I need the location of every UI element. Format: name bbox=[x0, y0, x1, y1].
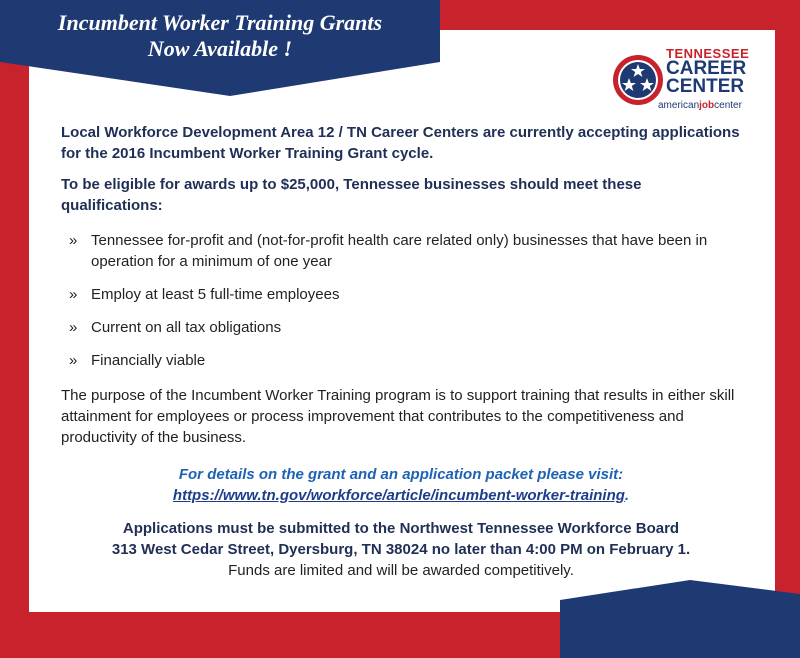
banner-line-1: Incumbent Worker Training Grants bbox=[57, 10, 383, 35]
submission-line-1: Applications must be submitted to the Northwest Tennessee Workforce Board bbox=[122, 520, 680, 537]
bullet-icon: » bbox=[69, 352, 78, 369]
purpose-paragraph: The purpose of the Incumbent Worker Training program is to support training that results in either skill attainment for employees or process improvement that contributes to the competitiveness and productivity of the business. bbox=[61, 387, 735, 446]
submission-block bbox=[61, 518, 741, 560]
header-banner bbox=[0, 0, 440, 100]
qualifications-list bbox=[61, 230, 741, 371]
banner-title bbox=[0, 10, 440, 62]
details-period: . bbox=[624, 487, 630, 504]
logo-career: CAREER bbox=[666, 58, 747, 79]
logo-tag-suffix: center bbox=[714, 100, 742, 111]
funds-note: Funds are limited and will be awarded competitively. bbox=[228, 562, 574, 579]
logo-state: TENNESSEE bbox=[666, 46, 750, 61]
grant-link[interactable]: https://www.tn.gov/workforce/article/incumbent-worker-training bbox=[172, 487, 625, 504]
submission-line-2: 313 West Cedar Street, Dyersburg, TN 38024 no later than 4:00 PM on February 1. bbox=[111, 541, 691, 558]
list-item bbox=[61, 317, 741, 338]
logo-wordmark bbox=[666, 60, 746, 96]
flyer-content bbox=[61, 122, 741, 581]
qualification-text: Employ at least 5 full-time employees bbox=[91, 286, 340, 303]
details-text: For details on the grant and an application packet please visit: bbox=[178, 466, 624, 483]
bullet-icon: » bbox=[69, 232, 78, 249]
qualification-text: Tennessee for-profit and (not-for-profit health care related only) businesses that have been in operation for a minimum of one year bbox=[91, 232, 708, 270]
list-item bbox=[61, 230, 741, 272]
bullet-icon: » bbox=[69, 319, 78, 336]
qualification-text: Financially viable bbox=[91, 352, 206, 369]
logo-center: CENTER bbox=[666, 76, 745, 97]
logo-tag-mid: job bbox=[699, 100, 715, 111]
corner-shape bbox=[560, 580, 800, 658]
list-item bbox=[61, 350, 741, 371]
qualification-text: Current on all tax obligations bbox=[91, 319, 282, 336]
logo-tag-prefix: american bbox=[658, 100, 700, 111]
logo-tagline bbox=[658, 100, 742, 111]
banner-line-2: Now Available ! bbox=[147, 36, 293, 61]
career-center-logo bbox=[612, 46, 772, 116]
list-item bbox=[61, 284, 741, 305]
tristar-icon bbox=[612, 54, 664, 106]
eligibility-paragraph: To be eligible for awards up to $25,000, Tennessee businesses should meet these qualifications: bbox=[61, 176, 642, 214]
details-block bbox=[61, 464, 741, 506]
bullet-icon: » bbox=[69, 286, 78, 303]
intro-paragraph: Local Workforce Development Area 12 / TN Career Centers are currently accepting applications for the 2016 Incumbent Worker Training Grant cycle. bbox=[61, 124, 740, 162]
